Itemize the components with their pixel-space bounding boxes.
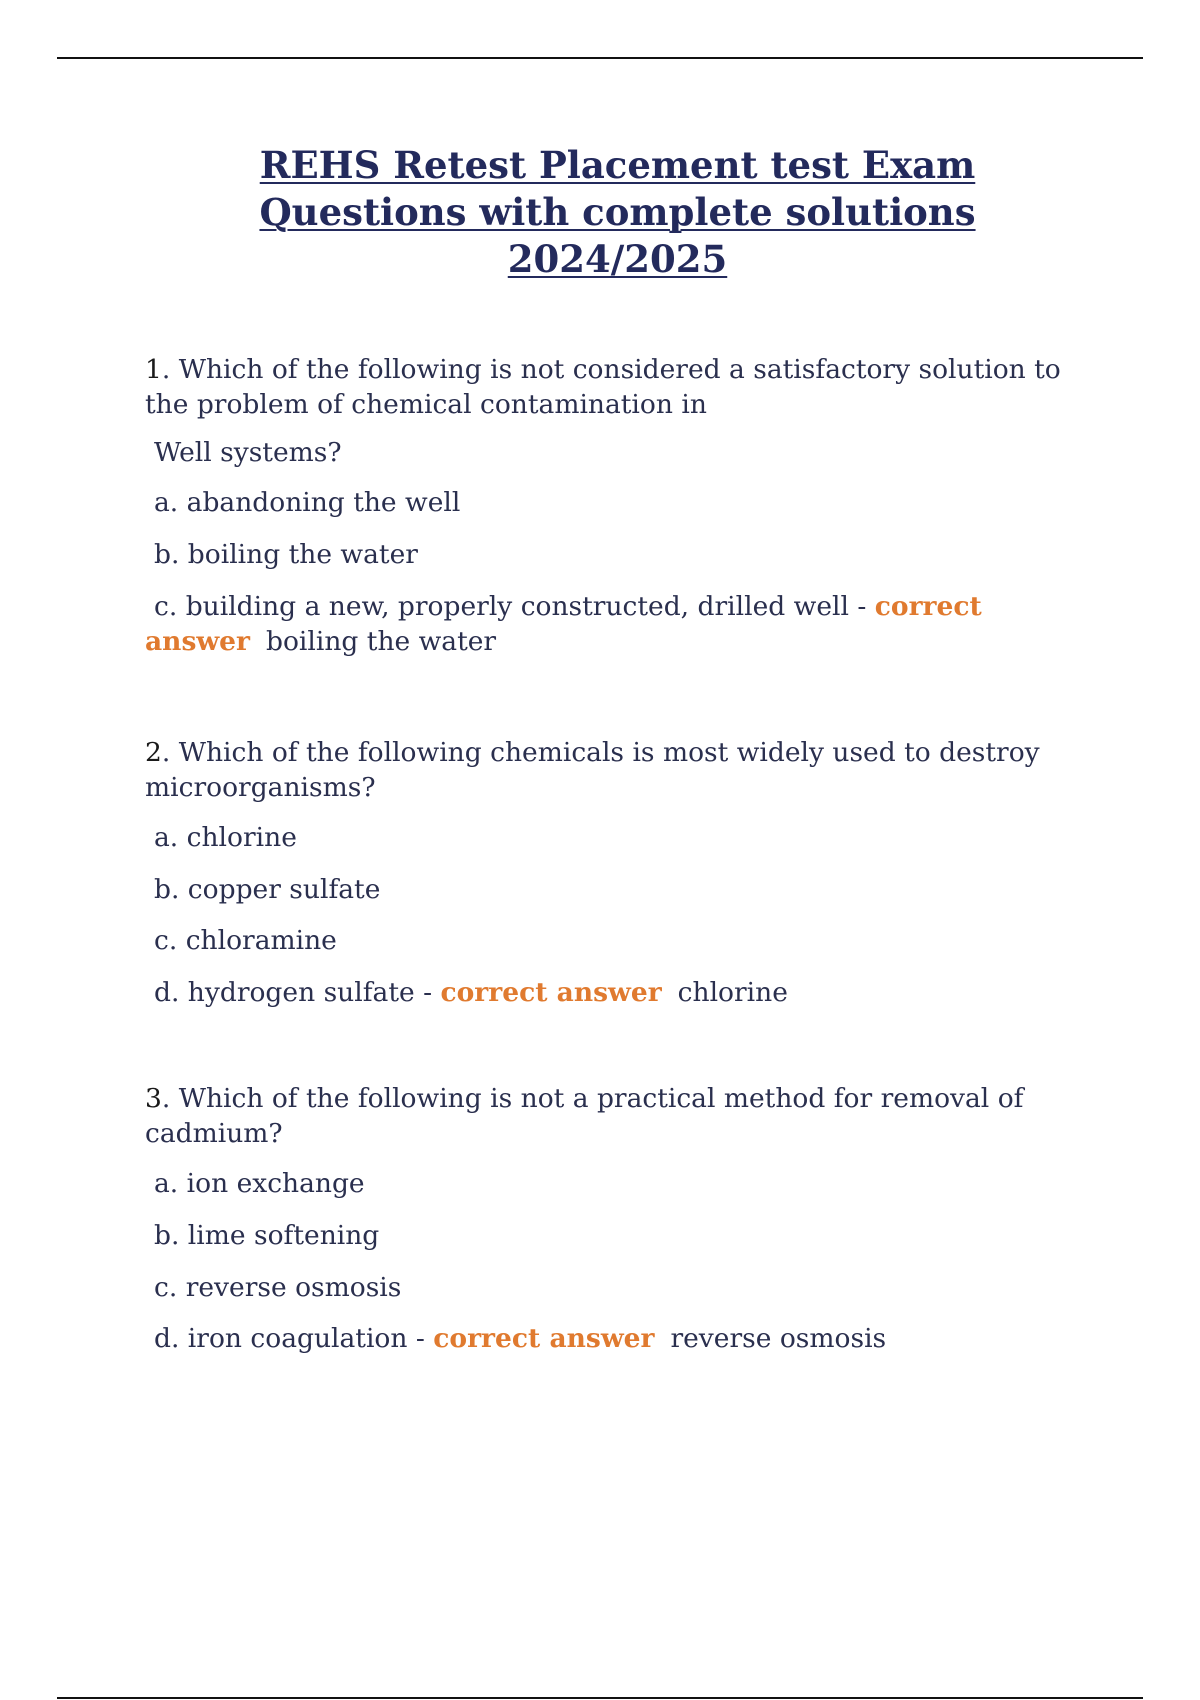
question-1-continuation: Well systems? bbox=[154, 437, 342, 468]
question-1-correct-label-start: correct bbox=[874, 591, 982, 622]
question-1-text: . Which of the following is not considered a satisfactory solution to the problem of chemical contamination in bbox=[145, 354, 1061, 420]
question-2-stem bbox=[145, 735, 1095, 805]
top-rule bbox=[57, 57, 1143, 59]
question-1-stem bbox=[145, 352, 1095, 422]
question-2-option-b: b. copper sulfate bbox=[154, 874, 381, 905]
question-2-number: 2 bbox=[145, 737, 162, 768]
question-3-stem bbox=[145, 1081, 1095, 1151]
question-2-text: . Which of the following chemicals is most widely used to destroy microorganisms? bbox=[145, 737, 1040, 803]
question-1-option-c-text: c. building a new, properly constructed, drilled well - bbox=[154, 591, 867, 622]
question-3-answer: reverse osmosis bbox=[670, 1323, 887, 1354]
question-3-text: . Which of the following is not a practical method for removal of cadmium? bbox=[145, 1083, 1024, 1149]
question-3-option-a: a. ion exchange bbox=[154, 1168, 365, 1199]
question-3 bbox=[145, 1081, 1095, 1356]
question-3-option-b: b. lime softening bbox=[154, 1220, 380, 1251]
question-2-option-d-text: d. hydrogen sulfate - bbox=[154, 977, 433, 1008]
question-2-option-c: c. chloramine bbox=[154, 925, 337, 956]
question-3-correct-label: correct answer bbox=[433, 1323, 655, 1354]
question-2 bbox=[145, 735, 1095, 1010]
question-1-correct-label-end: answer bbox=[145, 626, 250, 657]
question-2-option-a: a. chlorine bbox=[154, 822, 297, 853]
question-1 bbox=[145, 352, 1095, 659]
question-2-answer: chlorine bbox=[677, 977, 788, 1008]
title-line-2: Questions with complete solutions bbox=[259, 190, 976, 234]
question-3-option-d bbox=[145, 1321, 1095, 1356]
title-line-3: 2024/2025 bbox=[507, 237, 728, 281]
question-3-option-c: c. reverse osmosis bbox=[154, 1272, 402, 1303]
question-2-option-d bbox=[145, 975, 1095, 1010]
bottom-rule bbox=[57, 1697, 1143, 1699]
document-title bbox=[150, 142, 1085, 283]
title-line-1: REHS Retest Placement test Exam bbox=[259, 143, 976, 187]
question-1-option-c bbox=[145, 589, 1095, 659]
question-2-correct-label: correct answer bbox=[440, 977, 662, 1008]
question-1-answer: boiling the water bbox=[266, 626, 497, 657]
question-1-option-b: b. boiling the water bbox=[154, 539, 418, 570]
question-3-option-d-text: d. iron coagulation - bbox=[154, 1323, 425, 1354]
question-3-number: 3 bbox=[145, 1083, 162, 1114]
question-1-option-a: a. abandoning the well bbox=[154, 487, 461, 518]
question-1-number: 1 bbox=[145, 354, 162, 385]
